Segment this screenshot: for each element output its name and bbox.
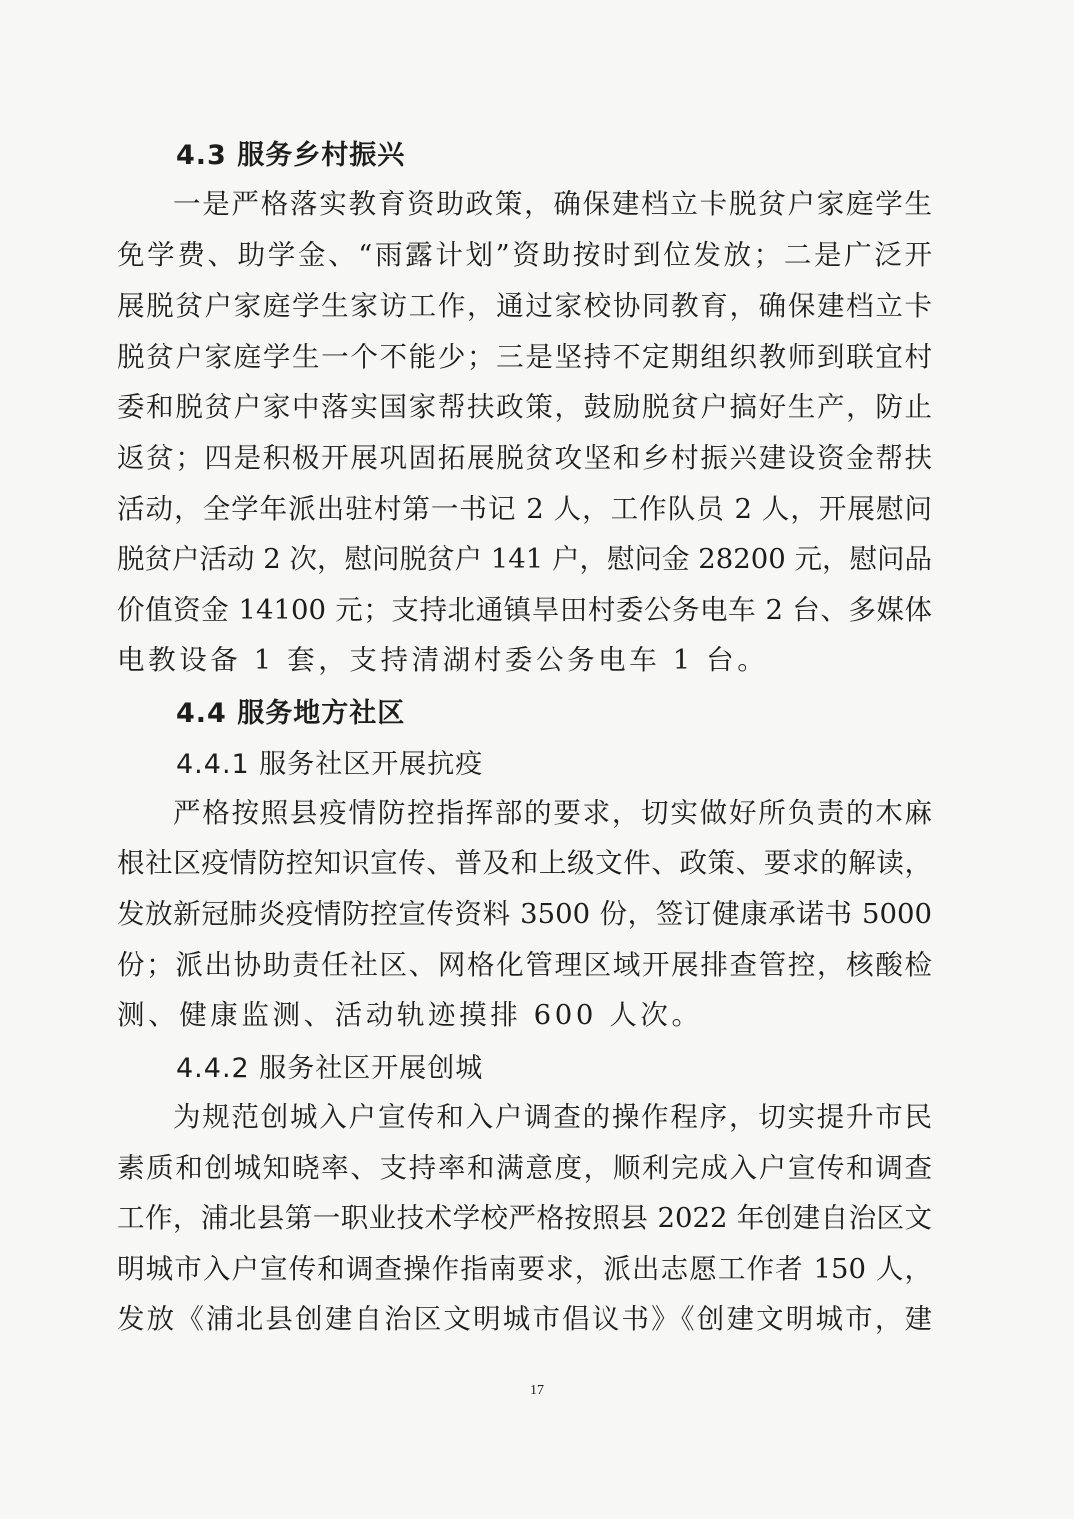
paragraph-line: 份；派出协助责任社区、网格化管理区域开展排查管控，核酸检	[117, 949, 932, 981]
section-heading-4-4-2: 4.4.2 服务社区开展创城	[176, 1053, 484, 1084]
paragraph-line: 明城市入户宣传和调查操作指南要求，派出志愿工作者 150 人，	[117, 1253, 932, 1285]
paragraph-line: 工作，浦北县第一职业技术学校严格按照县 2022 年创建自治区文	[117, 1202, 932, 1234]
paragraph-line: 为规范创城入户宣传和入户调查的操作程序，切实提升市民	[173, 1101, 932, 1133]
paragraph-line: 免学费、助学金、“雨露计划”资助按时到位发放；二是广泛开	[117, 239, 932, 271]
paragraph-line: 素质和创城知晓率、支持率和满意度，顺利完成入户宣传和调查	[117, 1152, 932, 1184]
paragraph-line: 委和脱贫户家中落实国家帮扶政策，鼓励脱贫户搞好生产，防止	[117, 391, 932, 423]
paragraph-line: 测、健康监测、活动轨迹摸排 600 人次。	[117, 999, 703, 1031]
section-heading-4-3: 4.3 服务乡村振兴	[176, 140, 406, 171]
paragraph-line: 价值资金 14100 元；支持北通镇旱田村委公务电车 2 台、多媒体	[117, 594, 932, 626]
paragraph-line: 根社区疫情防控知识宣传、普及和上级文件、政策、要求的解读，	[117, 847, 932, 879]
paragraph-line: 一是严格落实教育资助政策，确保建档立卡脱贫户家庭学生	[173, 188, 932, 220]
paragraph-line: 脱贫户活动 2 次，慰问脱贫户 141 户，慰问金 28200 元，慰问品	[117, 543, 932, 575]
paragraph-line: 发放《浦北县创建自治区文明城市倡议书》《创建文明城市，建	[117, 1303, 932, 1335]
paragraph-line: 电教设备 1 套，支持清湖村委公务电车 1 台。	[117, 644, 769, 676]
paragraph-line: 脱贫户家庭学生一个不能少；三是坚持不定期组织教师到联宜村	[117, 341, 932, 373]
paragraph-line: 返贫；四是积极开展巩固拓展脱贫攻坚和乡村振兴建设资金帮扶	[117, 442, 932, 474]
section-heading-4-4: 4.4 服务地方社区	[176, 698, 406, 729]
paragraph-line: 发放新冠肺炎疫情防控宣传资料 3500 份，签订健康承诺书 5000	[117, 898, 932, 930]
paragraph-line: 展脱贫户家庭学生家访工作，通过家校协同教育，确保建档立卡	[117, 290, 932, 322]
paragraph-line: 严格按照县疫情防控指挥部的要求，切实做好所负责的木麻	[173, 797, 932, 829]
section-heading-4-4-1: 4.4.1 服务社区开展抗疫	[176, 749, 484, 780]
paragraph-line: 活动，全学年派出驻村第一书记 2 人，工作队员 2 人，开展慰问	[117, 493, 932, 525]
page-number: 17	[530, 1383, 544, 1398]
